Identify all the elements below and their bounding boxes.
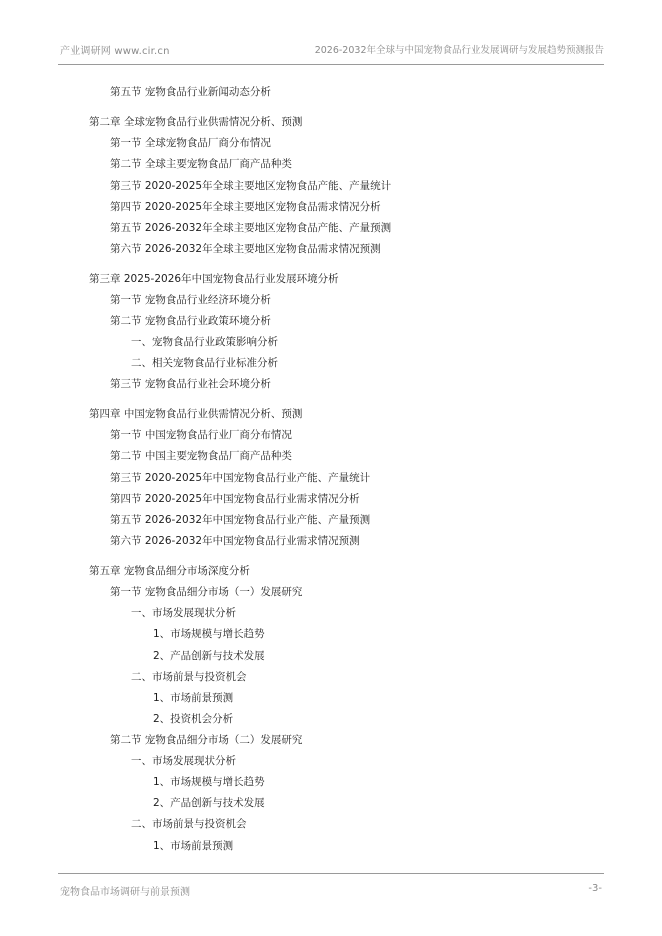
toc-section: 第三节 2020-2025年全球主要地区宠物食品产能、产量统计 — [110, 180, 392, 192]
toc-section: 第二节 全球主要宠物食品厂商产品种类 — [110, 158, 292, 170]
toc-subsection: 一、宠物食品行业政策影响分析 — [131, 336, 278, 348]
toc-chapter: 第四章 中国宠物食品行业供需情况分析、预测 — [89, 408, 303, 420]
toc-subsection: 二、市场前景与投资机会 — [131, 671, 247, 683]
toc-subsection: 二、相关宠物食品行业标准分析 — [131, 357, 278, 369]
header-divider — [58, 64, 604, 65]
toc-subsection: 一、市场发展现状分析 — [131, 607, 236, 619]
header-report-title: 2026-2032年全球与中国宠物食品行业发展调研与发展趋势预测报告 — [314, 45, 604, 56]
toc-section: 第一节 中国宠物食品行业厂商分布情况 — [110, 429, 292, 441]
toc-chapter: 第五章 宠物食品细分市场深度分析 — [89, 565, 250, 577]
toc-section: 第六节 2026-2032年中国宠物食品行业需求情况预测 — [110, 535, 360, 547]
header-site: 产业调研网 www.cir.cn — [60, 46, 170, 57]
toc-item: 2、投资机会分析 — [153, 713, 234, 725]
toc-subsection: 一、市场发展现状分析 — [131, 755, 236, 767]
footer-title: 宠物食品市场调研与前景预测 — [60, 887, 190, 898]
toc-section: 第二节 中国主要宠物食品厂商产品种类 — [110, 450, 292, 462]
footer-divider — [58, 873, 604, 874]
toc-section: 第一节 宠物食品行业经济环境分析 — [110, 294, 271, 306]
toc-item: 1、市场规模与增长趋势 — [153, 776, 265, 788]
toc-section: 第六节 2026-2032年全球主要地区宠物食品需求情况预测 — [110, 243, 381, 255]
toc-chapter: 第二章 全球宠物食品行业供需情况分析、预测 — [89, 116, 303, 128]
toc-item: 1、市场前景预测 — [153, 692, 234, 704]
toc-subsection: 二、市场前景与投资机会 — [131, 818, 247, 830]
toc-section: 第一节 宠物食品细分市场（一）发展研究 — [110, 586, 303, 598]
toc-section: 第五节 2026-2032年全球主要地区宠物食品产能、产量预测 — [110, 222, 392, 234]
toc-chapter: 第三章 2025-2026年中国宠物食品行业发展环境分析 — [89, 273, 339, 285]
toc-section: 第三节 宠物食品行业社会环境分析 — [110, 378, 271, 390]
toc-item: 2、产品创新与技术发展 — [153, 797, 265, 809]
page-number: -3- — [588, 883, 602, 894]
toc-item: 1、市场规模与增长趋势 — [153, 628, 265, 640]
toc-section: 第二节 宠物食品行业政策环境分析 — [110, 315, 271, 327]
toc-section: 第二节 宠物食品细分市场（二）发展研究 — [110, 734, 303, 746]
toc-section: 第一节 全球宠物食品厂商分布情况 — [110, 137, 271, 149]
toc-item: 2、产品创新与技术发展 — [153, 650, 265, 662]
toc-section: 第三节 2020-2025年中国宠物食品行业产能、产量统计 — [110, 472, 371, 484]
toc-item: 1、市场前景预测 — [153, 840, 234, 852]
toc-section: 第五节 宠物食品行业新闻动态分析 — [110, 86, 271, 98]
toc-section: 第四节 2020-2025年中国宠物食品行业需求情况分析 — [110, 493, 360, 505]
toc-section: 第四节 2020-2025年全球主要地区宠物食品需求情况分析 — [110, 201, 381, 213]
toc-section: 第五节 2026-2032年中国宠物食品行业产能、产量预测 — [110, 514, 371, 526]
